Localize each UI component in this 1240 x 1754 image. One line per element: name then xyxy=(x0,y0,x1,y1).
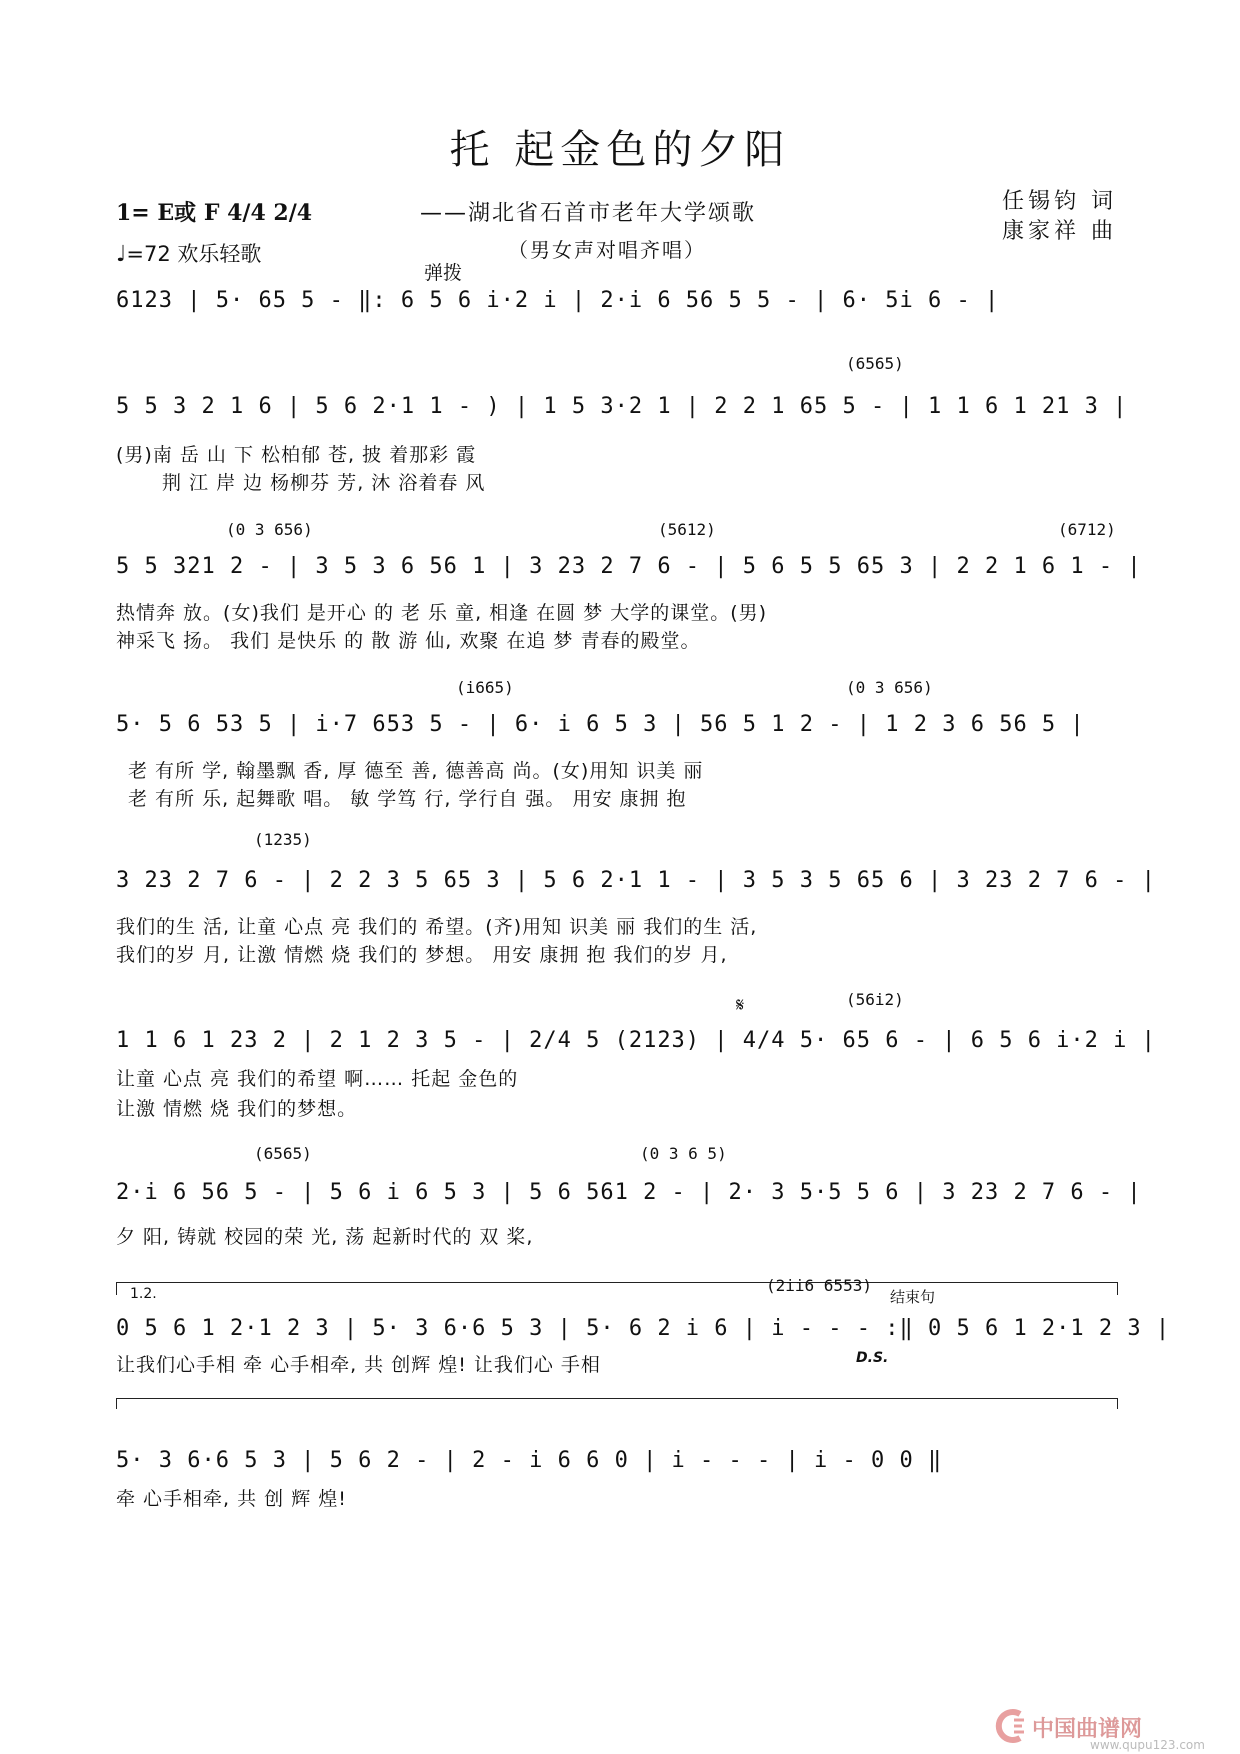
annotation: (56i2) xyxy=(846,990,904,1009)
annotation: (6712) xyxy=(1058,520,1116,539)
lyric-line: 让激 情燃 烧 我们的梦想。 xyxy=(116,1098,358,1120)
annotation: (2ii6 6553) xyxy=(766,1276,872,1295)
lyric-line: (男)南 岳 山 下 松柏郁 苍, 披 着那彩 霞 xyxy=(116,444,477,466)
key-signature: 1= E或 F 4/4 2/4 xyxy=(116,200,313,226)
performers-note: （男女声对唱齐唱） xyxy=(508,238,706,262)
score-row-3: 5 5 321 2 - | 3 5 3 6 56 1 | 3 23 2 7 6 - | 5 6 5 5 65 3 | 2 2 1 6 1 - | xyxy=(116,554,1142,579)
lyricist-credit: 任锡钧 词 xyxy=(1002,189,1117,214)
score-row-8: 0 5 6 1 2·1 2 3 | 5· 3 6·6 5 3 | 5· 6 2 i 6 | i - - - :‖ 0 5 6 1 2·1 2 3 | xyxy=(116,1316,1171,1341)
lyric-line: 我们的岁 月, 让激 情燃 烧 我们的 梦想。 用安 康拥 抱 我们的岁 月, xyxy=(116,944,728,966)
annotation: (0 3 6 5) xyxy=(640,1144,727,1163)
annotation: (0 3 656) xyxy=(846,678,933,697)
site-logo-icon xyxy=(990,1708,1026,1744)
subtitle: ——湖北省石首市老年大学颂歌 xyxy=(420,201,757,226)
score-row-6: 1 1 6 1 23 2 | 2 1 2 3 5 - | 2/4 5 (2123) | 4/4 5· 65 6 - | 6 5 6 i·2 i | xyxy=(116,1028,1156,1053)
lyric-line: 老 有所 学, 翰墨飘 香, 厚 德至 善, 德善高 尚。(女)用知 识美 丽 xyxy=(128,760,704,782)
annotation: (6565) xyxy=(254,1144,312,1163)
quarter-note-icon: ♩ xyxy=(116,242,127,267)
volta-bracket xyxy=(116,1282,1118,1295)
watermark-url: www.qupu123.com xyxy=(1090,1738,1205,1752)
score-row-1: 6123 | 5· 65 5 - ‖: 6 5 6 i·2 i | 2·i 6 56 5 5 - | 6· 5i 6 - | xyxy=(116,288,1000,313)
ending-1-2-label: 1.2. xyxy=(130,1286,157,1302)
annotation-6565: (6565) xyxy=(846,354,904,373)
lyric-line: 荆 江 岸 边 杨柳芬 芳, 沐 浴着春 风 xyxy=(162,472,486,494)
tempo-text: =72 欢乐轻歌 xyxy=(126,242,262,266)
ds-marking: D.S. xyxy=(856,1350,889,1366)
page-title: 托 起金色的夕阳 xyxy=(449,127,791,173)
ending-bracket xyxy=(116,1398,1118,1409)
score-row-4: 5· 5 6 53 5 | i·7 653 5 - | 6· i 6 5 3 | 56 5 1 2 - | 1 2 3 6 56 5 | xyxy=(116,712,1085,737)
lyric-line: 牵 心手相牵, 共 创 辉 煌! xyxy=(116,1488,347,1510)
score-row-5: 3 23 2 7 6 - | 2 2 3 5 65 3 | 5 6 2·1 1 - | 3 5 3 5 65 6 | 3 23 2 7 6 - | xyxy=(116,868,1156,893)
annotation: (0 3 656) xyxy=(226,520,313,539)
score-row-2: 5 5 3 2 1 6 | 5 6 2·1 1 - ) | 1 5 3·2 1 | 2 2 1 65 5 - | 1 1 6 1 21 3 | xyxy=(116,394,1128,419)
score-row-9: 5· 3 6·6 5 3 | 5 6 2 - | 2 - i 6 6 0 | i - - - | i - 0 0 ‖ xyxy=(116,1448,943,1473)
tanbo-marking: 弹拨 xyxy=(424,262,463,284)
lyric-line: 热情奔 放。(女)我们 是开心 的 老 乐 童, 相逢 在圆 梦 大学的课堂。(男) xyxy=(116,602,768,624)
lyric-line: 让童 心点 亮 我们的希望 啊…… 托起 金色的 xyxy=(116,1068,519,1090)
segno-icon: 𝄋 xyxy=(736,994,745,1016)
watermark-site: 中国曲谱网 xyxy=(1032,1716,1143,1742)
annotation: (5612) xyxy=(658,520,716,539)
score-row-7: 2·i 6 56 5 - | 5 6 i 6 5 3 | 5 6 561 2 - | 2· 3 5·5 5 6 | 3 23 2 7 6 - | xyxy=(116,1180,1142,1205)
annotation: (1235) xyxy=(254,830,312,849)
annotation: (i665) xyxy=(456,678,514,697)
coda-label: 结束句 xyxy=(890,1288,936,1306)
lyric-line: 我们的生 活, 让童 心点 亮 我们的 希望。(齐)用知 识美 丽 我们的生 活, xyxy=(116,916,758,938)
lyric-line: 让我们心手相 牵 心手相牵, 共 创辉 煌! 让我们心 手相 xyxy=(116,1354,601,1376)
lyric-line: 夕 阳, 铸就 校园的荣 光, 荡 起新时代的 双 桨, xyxy=(116,1226,534,1248)
tempo-marking xyxy=(116,238,261,268)
lyric-line: 神采飞 扬。 我们 是快乐 的 散 游 仙, 欢聚 在追 梦 青春的殿堂。 xyxy=(116,630,701,652)
composer-credit: 康家祥 曲 xyxy=(1002,219,1117,244)
lyric-line: 老 有所 乐, 起舞歌 唱。 敏 学笃 行, 学行自 强。 用安 康拥 抱 xyxy=(128,788,687,810)
